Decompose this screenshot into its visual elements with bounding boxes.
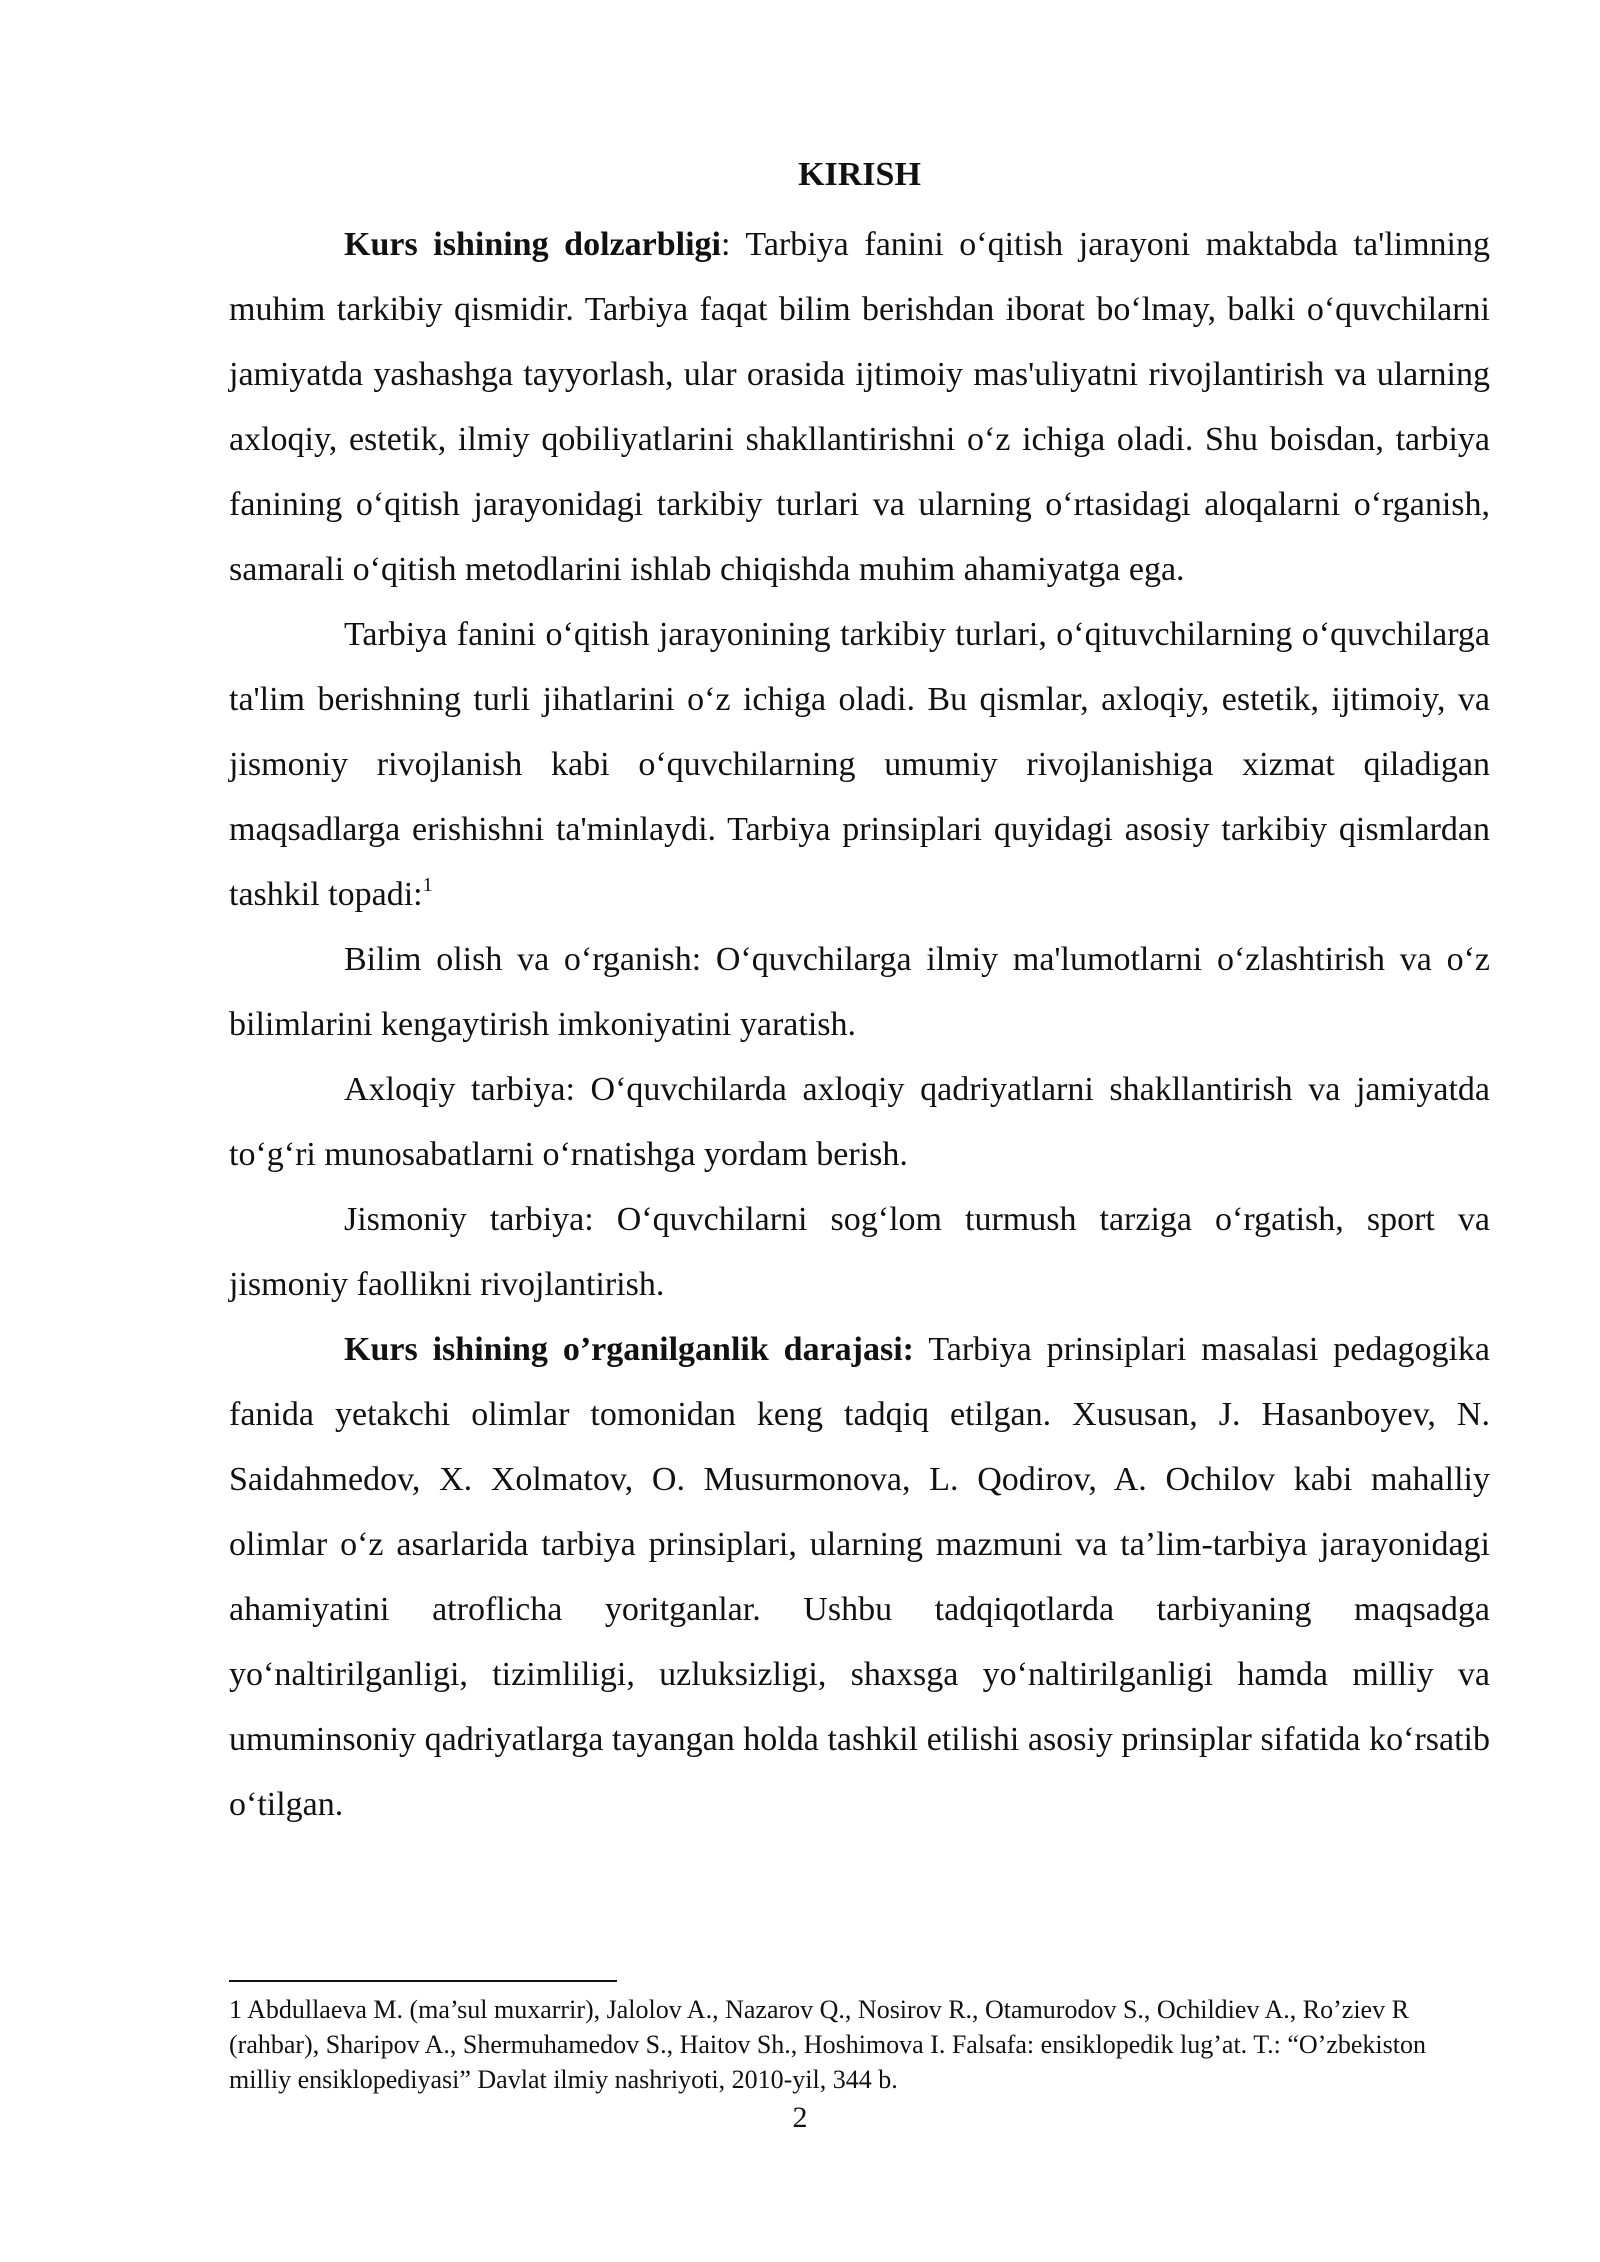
paragraph-text: : Tarbiya fanini o‘qitish jarayoni maktabda ta'limning muhim tarkibiy qismidir. Tarbiya faqat bilim berishdan iborat bo‘lmay, balki o‘quvchilarni jamiyatda yashashga tayyorlash, ular orasida ijtimoiy mas'uliyatni rivojlantirish va ularning axloqiy, estetik, ilmiy qobiliyatlarini shakllantirishni o‘z ichiga oladi. Shu boisdan, tarbiya fanining o‘qitish jarayonidagi tarkibiy turlari va ularning o‘rtasidagi aloqalarni o‘rganish, samarali o‘qitish metodlarini ishlab chiqishda muhim ahamiyatga ega. — [229, 226, 1491, 588]
paragraph-text: Bilim olish va o‘rganish: O‘quvchilarga ilmiy ma'lumotlarni o‘zlashtirish va o‘z bilimlarini kengaytirish imkoniyatini yaratish. — [229, 941, 1490, 1043]
footnote-reference[interactable]: 1 — [422, 873, 433, 896]
footnote-number: 1 — [229, 1995, 242, 2024]
paragraph-relevance — [229, 212, 1490, 602]
footnote-separator — [229, 1980, 617, 1982]
page-number: 2 — [792, 2101, 808, 2134]
paragraph-text: Tarbiya fanini o‘qitish jarayonining tarkibiy turlari, o‘qituvchilarning o‘quvchilarga ta'lim berishning turli jihatlarini o‘z ichiga oladi. Bu qismlar, axloqiy, estetik, ijtimoiy, va jismoniy rivojlanish kabi o‘quvchilarning umumiy rivojlanishiga xizmat qiladigan maqsadlarga erishishni ta'minlaydi. Tarbiya prinsiplari quyidagi asosiy tarkibiy qismlardan tashkil topadi: — [229, 616, 1490, 913]
paragraph-components — [229, 602, 1490, 927]
paragraph-physical-education — [229, 1187, 1490, 1317]
paragraph-study-level — [229, 1317, 1490, 1837]
footnote — [229, 1992, 1490, 2097]
paragraph-text: Jismoniy tarbiya: O‘quvchilarni sog‘lom turmush tarziga o‘rgatish, sport va jismoniy faollikni rivojlantirish. — [229, 1201, 1490, 1303]
paragraph-lead: Kurs ishining o’rganilganlik darajasi: — [344, 1331, 915, 1368]
section-title: KIRISH — [798, 156, 921, 193]
paragraph-knowledge — [229, 927, 1490, 1057]
paragraph-text: Tarbiya prinsiplari masalasi pedagogika fanida yetakchi olimlar tomonidan keng tadqiq etilgan. Xususan, J. Hasanboyev, N. Saidahmedov, X. Xolmatov, O. Musurmonova, L. Qodirov, A. Ochilov kabi mahalliy olimlar o‘z asarlarida tarbiya prinsiplari, ularning mazmuni va ta’lim-tarbiya jarayonidagi ahamiyatini atroflicha yoritganlar. Ushbu tadqiqotlarda tarbiyaning maqsadga yo‘naltirilganligi, tizimliligi, uzluksizligi, shaxsga yo‘naltirilganligi hamda milliy va umuminsoniy qadriyatlarga tayangan holda tashkil etilishi asosiy prinsiplar sifatida ko‘rsatib o‘tilgan. — [229, 1331, 1490, 1823]
paragraph-moral-education — [229, 1057, 1490, 1187]
paragraph-text: Axloqiy tarbiya: O‘quvchilarda axloqiy qadriyatlarni shakllantirish va jamiyatda to‘g‘ri munosabatlarni o‘rnatishga yordam berish. — [229, 1071, 1490, 1173]
paragraph-lead: Kurs ishining dolzarbligi — [344, 226, 721, 263]
footnote-text: Abdullaeva M. (ma’sul muxarrir), Jalolov A., Nazarov Q., Nosirov R., Otamurodov S., Ochildiev A., Ro’ziev R (rahbar), Sharipov A., Shermuhamedov S., Haitov Sh., Hoshimova I. Falsafa: ensiklopedik lug’at. T.: “O’zbekiston milliy ensiklopediyasi” Davlat ilmiy nashriyoti, 2010-yil, 344 b. — [229, 1995, 1426, 2094]
body-text — [229, 148, 1490, 1837]
